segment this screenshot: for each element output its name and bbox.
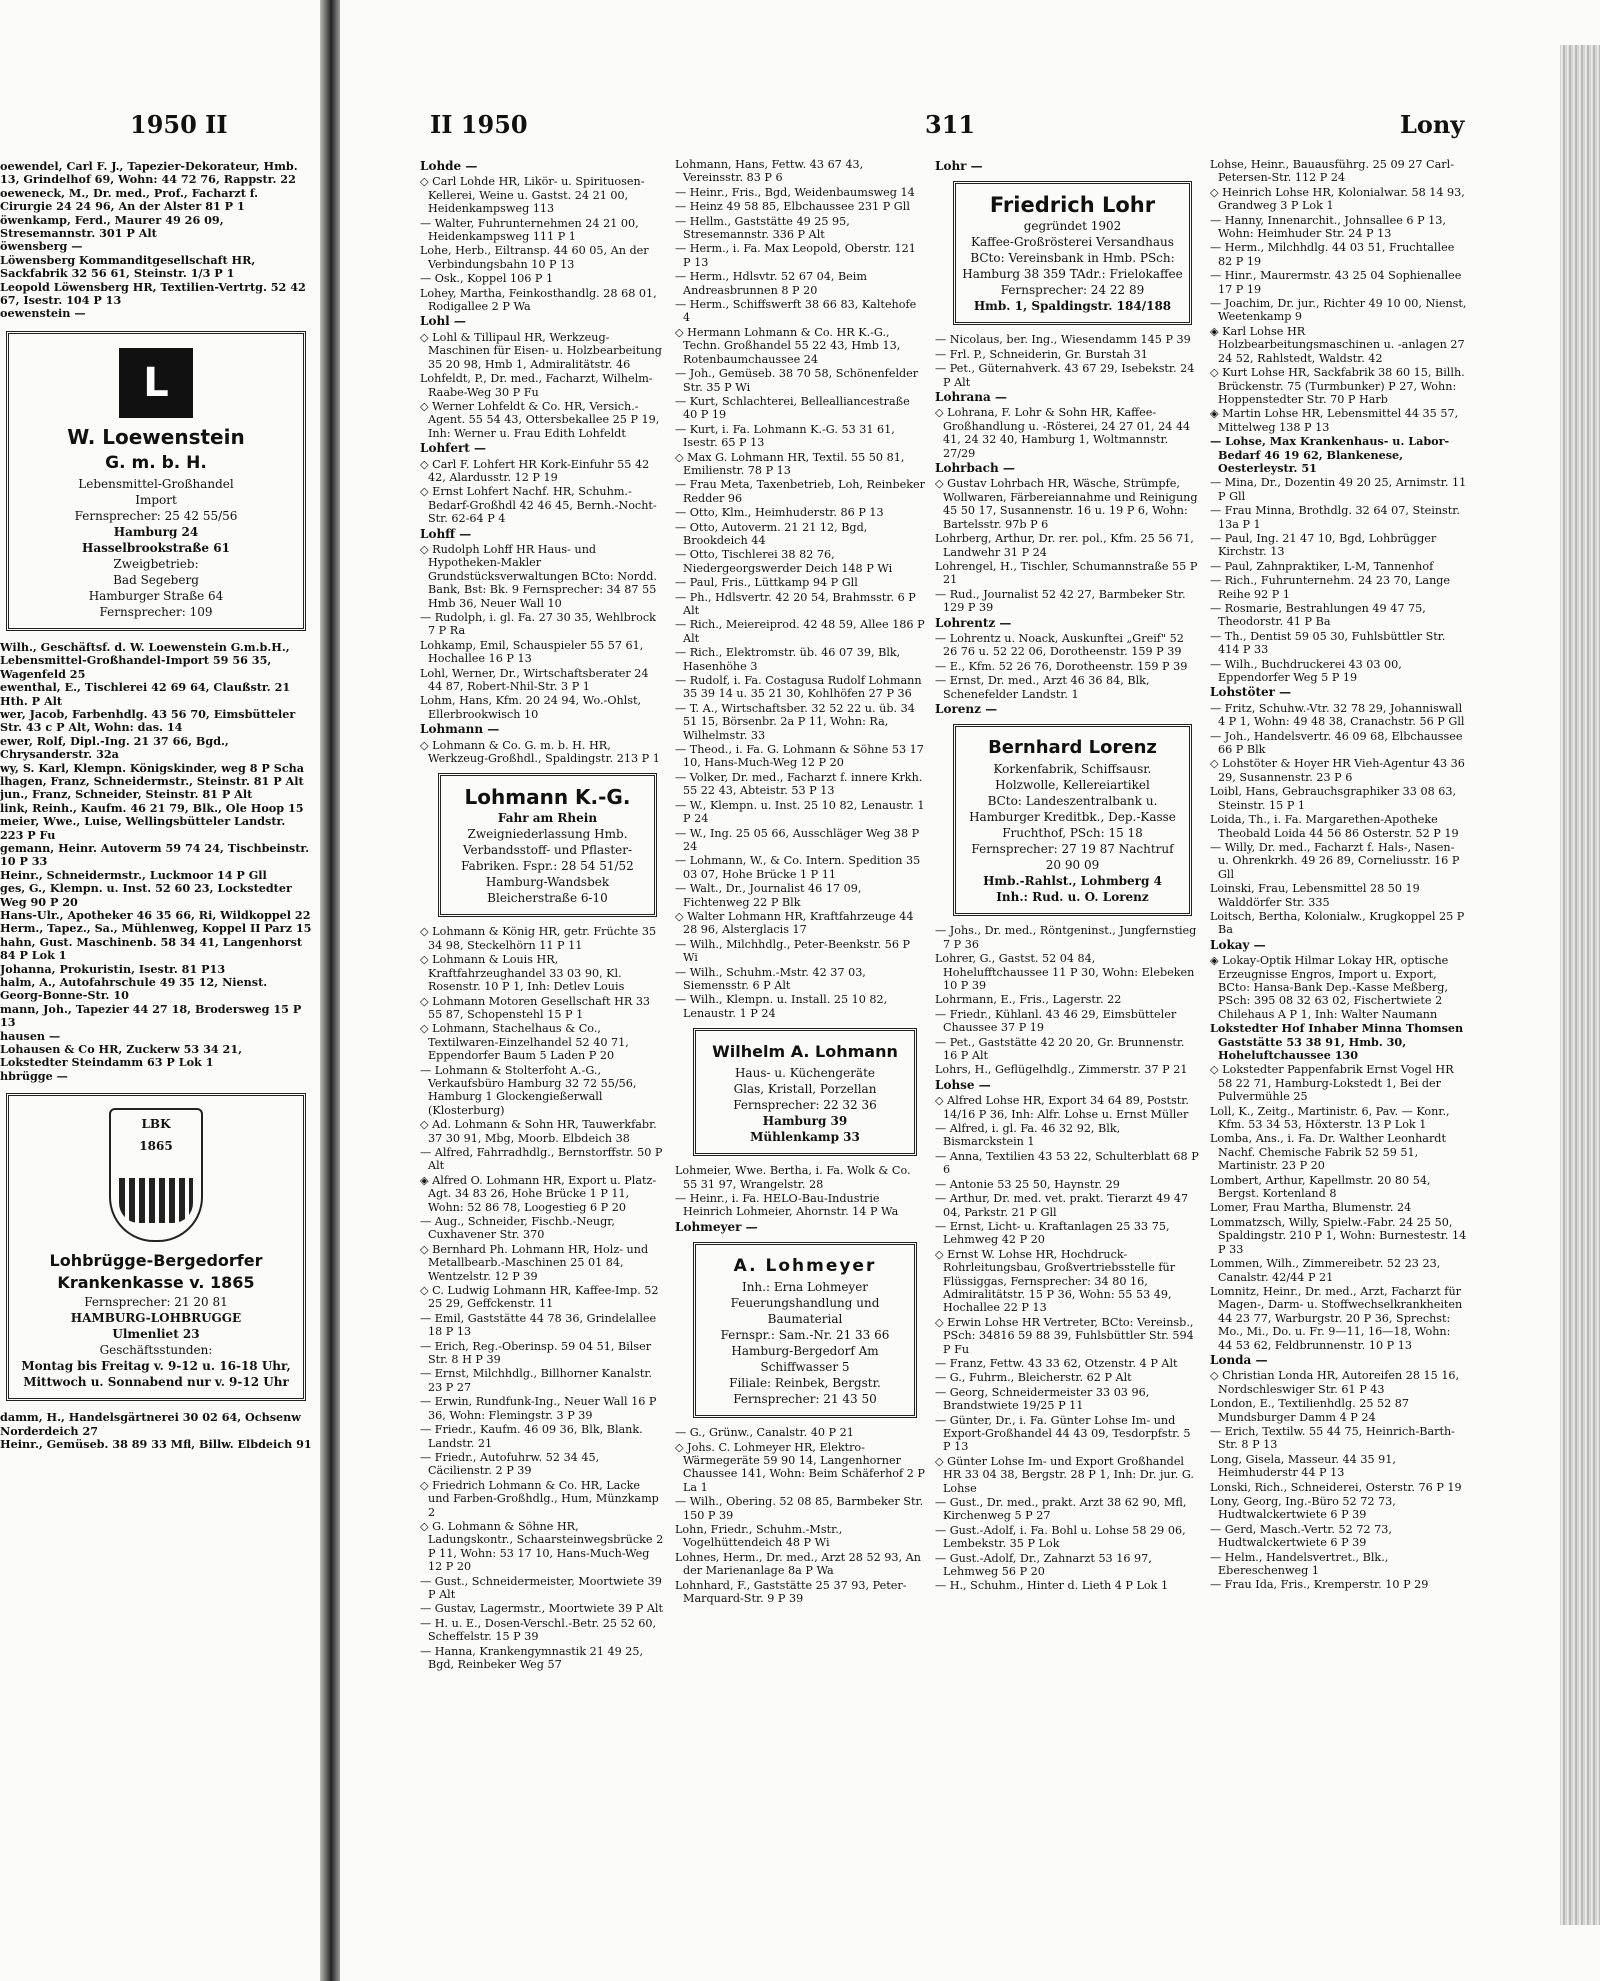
right-page-header-left: II 1950 xyxy=(430,110,528,139)
directory-entry: Lohrberg, Arthur, Dr. rer. pol., Kfm. 25 56 71, Landwehr 31 P 24 xyxy=(935,532,1194,559)
directory-entry: ◇ Lohmann & Co. G. m. b. H. HR, Werkzeug-Großhdl., Spaldingstr. 213 P 1 xyxy=(420,738,660,766)
directory-entry: — Gust.-Adolf, Dr., Zahnarzt 53 16 97, Lehmweg 56 P 20 xyxy=(935,1551,1152,1579)
directory-entry: — Gust., Schneidermeister, Moortwiete 39 P Alt xyxy=(420,1574,662,1601)
directory-entry: — Franz, Fettw. 43 33 62, Otzenstr. 4 P Alt xyxy=(935,1356,1178,1370)
directory-entry: — Willy, Dr. med., Facharzt f. Hals-, Nasen- u. Ohrenkrkh. 49 26 89, Corneliusstr. 16 P Gll xyxy=(1210,840,1460,881)
section-heading: Lohse — xyxy=(935,1077,991,1092)
ad-line: Fernsprecher: 24 22 89 xyxy=(1000,283,1145,298)
ad-branch-street: Hamburger Straße 64 xyxy=(88,588,224,603)
directory-entry: öwenkamp, Ferd., Maurer 49 26 09, Stresemannstr. 301 P Alt xyxy=(0,212,224,241)
directory-entry: Lohn, Friedr., Schuhm.-Mstr., Vogelhüttendeich 48 P Wi xyxy=(675,1523,843,1550)
directory-entry: — Frau Meta, Taxenbetrieb, Loh, Reinbeker Redder 96 xyxy=(675,478,925,505)
directory-entry: — Heinr., i. Fa. HELO-Bau-Industrie Heinrich Lohmeier, Ahornstr. 14 P Wa xyxy=(675,1192,899,1219)
directory-entry: London, E., Textilienhdlg. 25 52 87 Mundsburger Damm 4 P 24 xyxy=(1210,1397,1410,1424)
directory-entry: wer, Jacob, Farbenhdlg. 43 56 70, Eimsbütteler Str. 43 c P Alt, Wohn: das. 14 xyxy=(0,706,296,735)
directory-entry: hausen — xyxy=(0,1028,61,1043)
directory-entry: — Heinz 49 58 85, Elbchaussee 231 P Gll xyxy=(675,200,910,214)
directory-entry: — Friedr., Kaufm. 46 09 36, Blk, Blank. Landstr. 21 xyxy=(420,1423,643,1450)
directory-entry: — Ernst, Dr. med., Arzt 46 36 84, Blk, Schenefelder Landstr. 1 xyxy=(935,674,1150,701)
lohmeyer-ad xyxy=(693,1242,917,1418)
directory-entry: Leopold Löwensberg HR, Textilien-Vertrtg. 52 42 67, Isestr. 104 P 13 xyxy=(0,279,306,308)
ad-street: Hasselbrookstraße 61 xyxy=(82,540,230,555)
directory-entry: Lohl, Werner, Dr., Wirtschaftsberater 24 44 87, Robert-Nhil-Str. 3 P 1 xyxy=(420,666,649,694)
directory-entry: link, Reinh., Kaufm. 46 21 79, Blk., Ole Hoop 15 xyxy=(0,800,304,815)
section-heading: Lohmeyer — xyxy=(675,1219,758,1234)
directory-entry: — Pet., Gaststätte 42 20 20, Gr. Brunnenstr. 16 P Alt xyxy=(935,1035,1185,1063)
ad-line: Mühlenkamp 33 xyxy=(750,1130,860,1145)
ad-company-name: Lohmann K.-G. xyxy=(464,785,631,810)
directory-entry: — Volker, Dr. med., Facharzt f. innere Krkh. 55 22 43, Abteistr. 53 P 13 xyxy=(675,770,923,798)
directory-entry: — Helm., Handelsvertret., Blk., Ebereschenweg 1 xyxy=(1210,1550,1389,1578)
directory-entry: — Herm., Milchhdlg. 44 03 51, Fruchtallee 82 P 19 xyxy=(1210,241,1455,268)
section-heading: Lohstöter — xyxy=(1210,685,1292,700)
ad-line: Korkenfabrik, Schiffsausr. Holzwolle, Kellereiartikel xyxy=(993,762,1152,793)
ad-line: Fahr am Rhein xyxy=(497,811,598,826)
directory-entry: — Lohse, Max Krankenhaus- u. Labor-Bedarf 46 19 62, Blankenese, Oesterleystr. 51 xyxy=(1210,434,1450,475)
directory-entry: ◇ Lohrana, F. Lohr & Sohn HR, Kaffee-Großhandlung u. -Rösterei, 24 27 01, 24 44 41, 24 32 40, Hamburg 1, Woltmannstr. 27/29 xyxy=(935,406,1191,460)
directory-entry: — Frl. P., Schneiderin, Gr. Burstah 31 xyxy=(935,347,1148,361)
directory-entry: — Gust.-Adolf, i. Fa. Bohl u. Lohse 58 29 06, Lembekstr. 35 P Lok xyxy=(935,1523,1186,1551)
krankenkasse-seal xyxy=(109,1108,203,1242)
section-heading: Lorenz — xyxy=(935,701,998,716)
directory-entry: Lomba, Ans., i. Fa. Dr. Walther Leonhardt Nachf. Chemische Fabrik 52 59 51, Martinistr. 23 P 20 xyxy=(1210,1132,1446,1173)
ad-line: gegründet 1902 xyxy=(1023,219,1122,234)
directory-entry: — Herm., i. Fa. Max Leopold, Oberstr. 121 P 13 xyxy=(675,242,916,269)
directory-entry: Johanna, Prokuristin, Isestr. 81 P13 xyxy=(0,961,226,976)
directory-entry: Loinski, Frau, Lebensmittel 28 50 19 Walddörfer Str. 335 xyxy=(1210,882,1420,909)
ad-branch: Zweigbetrieb: xyxy=(113,556,199,571)
directory-entry: — Alfred, i. gl. Fa. 46 32 92, Blk, Bismarckstein 1 xyxy=(935,1122,1121,1149)
directory-entry: wy, S. Karl, Klempn. Königskinder, weg 8 P Scha xyxy=(0,760,305,775)
directory-entry: Herm., Tapez., Sa., Mühlenweg, Koppel II Parz 15 xyxy=(0,921,312,936)
ad-company-name: Friedrich Lohr xyxy=(989,193,1156,218)
directory-entry: — Emil, Gaststätte 44 78 36, Grindelallee 18 P 13 xyxy=(420,1311,657,1339)
directory-entry: Heinr., Gemüseb. 38 89 33 Mfl, Billw. Elbdeich 91 xyxy=(0,1437,312,1452)
column-3 xyxy=(935,158,1200,1848)
ad-line: Hmb. 1, Spaldingstr. 184/188 xyxy=(973,299,1172,314)
directory-entry: — Otto, Autoverm. 21 21 12, Bgd, Brookdeich 44 xyxy=(675,520,868,547)
directory-entry: Lohse, Heinr., Bauausführg. 25 09 27 Carl-Petersen-Str. 112 P 24 xyxy=(1210,158,1454,185)
directory-entry: — Walt., Dr., Journalist 46 17 09, Fichtenweg 22 P Blk xyxy=(675,882,862,909)
directory-entry: Wilh., Geschäftsf. d. W. Loewenstein G.m.b.H., Lebensmittel-Großhandel-Import 59 56 35, Wagenfeld 25 xyxy=(0,639,290,681)
directory-entry: ◇ Gustav Lohrbach HR, Wäsche, Strümpfe, Wollwaren, Färbereiannahme und Reinigung 45 50 17, Susannenstr. 16 u. 19 P 6, Wohn: Bartelsstr. 97b P 6 xyxy=(935,477,1198,531)
seal-top-text: LBK xyxy=(141,1117,171,1132)
directory-entry: Lonski, Rich., Schneiderei, Osterstr. 76 P 19 xyxy=(1210,1480,1462,1494)
directory-entry: — Rich., Meiereiprod. 42 48 59, Allee 186 P Alt xyxy=(675,618,925,645)
ad-line: Filiale: Reinbek, Bergstr. Fernsprecher: 21 43 50 xyxy=(729,1376,881,1407)
directory-entry: hahn, Gust. Maschinenb. 58 34 41, Langenhorst 84 P Lok 1 xyxy=(0,934,303,963)
directory-entry: — Joh., Handelsvertr. 46 09 68, Elbchaussee 66 P Blk xyxy=(1210,729,1463,757)
directory-entry: lhagen, Franz, Schneidermstr., Steinstr. 81 P Alt xyxy=(0,773,304,788)
ad-company-name-2: Krankenkasse v. 1865 xyxy=(57,1273,255,1293)
section-heading: Londa — xyxy=(1210,1352,1268,1367)
ad-line: Zweigniederlassung Hmb. xyxy=(467,827,628,842)
directory-entry: ◈ Lokay-Optik Hilmar Lokay HR, optische Erzeugnisse Engros, Import u. Export, BCto: Hansa-Bank Dep.-Kasse Meßberg, PSch: 395 08 32 63 02, Fischertwiete 2 Chilehaus A P 1, Inh: Walter Naumann xyxy=(1210,954,1449,1021)
ad-street: Ulmenliet 23 xyxy=(112,1327,200,1342)
directory-entry: ◇ Lohmann, Stachelhaus & Co., Textilwaren-Einzelhandel 52 40 71, Eppendorfer Baum 5 Laden P 20 xyxy=(420,1022,629,1063)
directory-entry: ◇ C. Ludwig Lohmann HR, Kaffee-Imp. 52 25 29, Geffckenstr. 11 xyxy=(420,1284,659,1311)
directory-entry: ◇ Lohmann & König HR, getr. Früchte 35 34 98, Steckelhörn 11 P 11 xyxy=(420,925,657,952)
ad-line: Feuerungshandlung und Baumaterial xyxy=(730,1296,880,1327)
directory-entry: — Fritz, Schuhw.-Vtr. 32 78 29, Johanniswall 4 P 1, Wohn: 49 48 38, Cranachstr. 56 P Gll xyxy=(1210,701,1465,729)
directory-entry: ◇ Ernst W. Lohse HR, Hochdruck-Rohrleitungsbau, Großvertriebsstelle für Flüssiggas, Fernsprecher: 34 80 16, Admiralitätstr. 15 P 36, Wohn: 55 53 49, Hochallee 22 P 13 xyxy=(935,1247,1176,1315)
directory-entry: — Rich., Elektromstr. üb. 46 07 39, Blk, Hasenhöhe 3 xyxy=(675,646,901,673)
wilhelm-lohmann-ad xyxy=(693,1028,917,1156)
ad-branch-city: Bad Segeberg xyxy=(113,572,199,587)
directory-entry: — Kurt, Schlachterei, Bellealliancestraße 40 P 19 xyxy=(675,394,910,422)
directory-entry: — Otto, Tischlerei 38 82 76, Niedergeorgswerder Deich 148 P Wi xyxy=(675,548,893,575)
directory-entry: ges, G., Klempn. u. Inst. 52 60 23, Lockstedter Weg 90 P 20 xyxy=(0,881,292,909)
ad-line: Fernsprecher: 22 32 36 xyxy=(733,1098,877,1113)
directory-entry: ◇ Friedrich Lohmann & Co. HR, Lacke und Farben-Großhdlg., Hum, Münzkamp 2 xyxy=(420,1478,659,1519)
ad-company-name: Lohbrügge-Bergedorfer xyxy=(49,1251,263,1271)
ad-line: Hmb.-Rahlst., Lohmberg 4 xyxy=(983,874,1162,889)
directory-entry: — T. A., Wirtschaftsber. 32 52 22 u. üb. 34 51 15, Börsenbr. 2a P 11, Wohn: Ra, Wilhelmstr. 33 xyxy=(675,701,915,742)
directory-entry: Lokstedter Hof Inhaber Minna Thomsen Gaststätte 53 38 91, Hmb. 30, Hoheluftchaussee 130 xyxy=(1210,1021,1464,1062)
loewenstein-logo: L xyxy=(119,348,193,418)
book-gutter xyxy=(320,0,340,1981)
right-page-number: 311 xyxy=(925,110,976,139)
section-heading: Lohrentz — xyxy=(935,615,1012,630)
directory-entry: — Theod., i. Fa. G. Lohmann & Söhne 53 17 10, Hans-Much-Weg 12 P 20 xyxy=(675,743,924,770)
directory-entry: Lohey, Martha, Feinkosthandlg. 28 68 01, Rodigallee 2 P Wa xyxy=(420,286,657,314)
directory-entry: — Wilh., Klempn. u. Install. 25 10 82, Lenaustr. 1 P 24 xyxy=(675,993,888,1020)
directory-entry: Lohnhard, F., Gaststätte 25 37 93, Peter-Marquard-Str. 9 P 39 xyxy=(675,1578,907,1606)
page-edges xyxy=(1560,45,1600,1925)
ad-line: BCto: Landeszentralbank u. Hamburger Kreditbk., Dep.-Kasse Fruchthof, PSch: 15 18 xyxy=(969,794,1176,841)
directory-entry: — H. u. E., Dosen-Verschl.-Betr. 25 52 60, Scheffelstr. 15 P 39 xyxy=(420,1616,657,1644)
directory-entry: — Erwin, Rundfunk-Ing., Neuer Wall 16 P 36, Wohn: Flemingstr. 3 P 39 xyxy=(420,1395,657,1422)
directory-entry: Lohe, Herb., Eiltransp. 44 60 05, An der Verbindungsbahn 10 P 13 xyxy=(420,244,649,271)
directory-entry: oeweneck, M., Dr. med., Prof., Facharzt f. Cirurgie 24 24 96, An der Alster 81 P 1 xyxy=(0,185,259,214)
directory-entry: ◇ Kurt Lohse HR, Sackfabrik 38 60 15, Billh. Brückenstr. 75 (Turmbunker) P 27, Wohn: Hoppenstedter Str. 70 P Harb xyxy=(1210,366,1465,406)
directory-entry: Lomnitz, Heinr., Dr. med., Arzt, Facharzt für Magen-, Darm- u. Stoffwechselkrankheiten 44 23 77, Warburgstr. 20 P 36, Sprechst: Mo., Mi., Do. u. Fr. 9—11, 16—18, Wohn: 44 53 62, Feldbrunnenstr. 10 P 13 xyxy=(1210,1284,1463,1352)
ad-line: Hamburg 39 xyxy=(762,1114,848,1129)
left-column xyxy=(0,160,312,1452)
directory-entry: — Ernst, Licht- u. Kraftanlagen 25 33 75, Lehmweg 42 P 20 xyxy=(935,1219,1170,1247)
lohmann-kg-ad xyxy=(438,773,657,917)
ad-company-name: W. Loewenstein xyxy=(67,424,245,449)
loewenstein-ad xyxy=(6,331,306,631)
directory-entry: — Aug., Schneider, Fischb.-Neugr, Cuxhavener Str. 370 xyxy=(420,1215,615,1242)
directory-entry: — Kurt, i. Fa. Lohmann K.-G. 53 31 61, Isestr. 65 P 13 xyxy=(675,422,895,450)
directory-entry: damm, H., Handelsgärtnerei 30 02 64, Ochsenw Norderdeich 27 xyxy=(0,1410,301,1438)
ad-company-name: Bernhard Lorenz xyxy=(988,737,1157,759)
directory-entry: ◇ Lohstöter & Hoyer HR Vieh-Agentur 43 36 29, Susannenstr. 23 P 6 xyxy=(1210,757,1465,784)
ad-city: Hamburg 24 xyxy=(113,524,199,539)
ad-company-sub: G. m. b. H. xyxy=(105,452,207,473)
directory-entry: ◇ Walter Lohmann HR, Kraftfahrzeuge 44 28 96, Alsterglacis 17 xyxy=(675,909,914,937)
ad-line: Verbandsstoff- und Pflaster-Fabriken. Fspr.: 28 54 51/52 xyxy=(461,843,634,874)
section-heading: Lohfert — xyxy=(420,441,487,456)
bernhard-lorenz-ad xyxy=(953,724,1192,916)
directory-entry: ◇ Lohl & Tillipaul HR, Werkzeug-Maschinen für Eisen- u. Holzbearbeitung 35 20 98, Hmb 1, Admiralitätstr. 46 xyxy=(420,330,662,371)
directory-entry: — Wilh., Milchhdlg., Peter-Beenkstr. 56 P Wi xyxy=(675,937,911,965)
directory-entry: — Joachim, Dr. jur., Richter 49 10 00, Nienst, Weetenkamp 9 xyxy=(1210,297,1467,324)
directory-entry: Lohfeldt, P., Dr. med., Facharzt, Wilhelm-Raabe-Weg 30 P Fu xyxy=(420,372,653,399)
directory-entry: Lommatzsch, Willy, Spielw.-Fabr. 24 25 50, Spaldingstr. 210 P 1, Wohn: Burnestestr. 14 P 33 xyxy=(1210,1215,1467,1256)
friedrich-lohr-ad xyxy=(953,181,1192,325)
directory-entry: ◇ Erwin Lohse HR Vertreter, BCto: Vereinsb., PSch: 34816 59 88 39, Fuhlsbüttler Str. 594 P Fu xyxy=(935,1315,1194,1356)
column-2 xyxy=(675,158,925,1848)
directory-entry: ◇ Johs. C. Lohmeyer HR, Elektro-Wärmegeräte 59 90 14, Langenhorner Chaussee 141, Wohn: Beim Schäferhof 2 P La 1 xyxy=(675,1440,925,1494)
directory-entry: Loll, K., Zeitg., Martinistr. 6, Pav. — Konr., Kfm. 53 34 53, Höxterstr. 13 P Lok 1 xyxy=(1210,1104,1450,1132)
directory-entry: ◇ G. Lohmann & Söhne HR, Ladungskontr., Schaarsteinwegsbrücke 2 P 11, Wohn: 53 17 10, Hans-Much-Weg 12 P 20 xyxy=(420,1519,664,1574)
directory-entry: ◇ Ad. Lohmann & Sohn HR, Tauwerkfabr. 37 30 91, Mbg, Moorb. Elbdeich 38 xyxy=(420,1118,657,1145)
ad-line: BCto: Vereinsbank in Hmb. PSch: Hamburg 38 359 TAdr.: Frielokaffee xyxy=(962,251,1183,282)
directory-entry: Lombert, Arthur, Kapellmstr. 20 80 54, Bergst. Kortenland 8 xyxy=(1210,1173,1431,1201)
directory-entry: — Th., Dentist 59 05 30, Fuhlsbüttler Str. 414 P 33 xyxy=(1210,629,1446,657)
directory-entry: Lohrengel, H., Tischler, Schumannstraße 55 P 21 xyxy=(935,559,1198,587)
ad-line: Glas, Kristall, Porzellan xyxy=(733,1082,877,1097)
section-heading: Lohmann — xyxy=(420,722,500,737)
krankenkasse-ad xyxy=(6,1093,306,1401)
directory-entry: ◇ Christian Londa HR, Autoreifen 28 15 16, Nordschleswiger Str. 61 P 43 xyxy=(1210,1369,1460,1396)
directory-entry: — Pet., Güternahverk. 43 67 29, Isebekstr. 24 P Alt xyxy=(935,362,1195,389)
directory-entry: — Nicolaus, ber. Ing., Wiesendamm 145 P 39 xyxy=(935,333,1191,347)
directory-entry: Loitsch, Bertha, Kolonialw., Krugkoppel 25 P Ba xyxy=(1210,909,1465,937)
directory-entry: — Hellm., Gaststätte 49 25 95, Stresemannstr. 336 P Alt xyxy=(675,214,850,242)
directory-entry: ◇ Werner Lohfeldt & Co. HR, Versich.-Agent. 55 54 43, Ottersbekallee 25 P 19, Inh: Werner u. Frau Edith Lohfeldt xyxy=(420,399,660,440)
directory-entry: Lohm, Hans, Kfm. 20 24 94, Wo.-Ohlst, Ellerbrookwisch 10 xyxy=(420,694,642,721)
directory-entry: Loida, Th., i. Fa. Margarethen-Apotheke Theobald Loida 44 56 86 Osterstr. 52 P 19 xyxy=(1210,813,1459,840)
directory-entry: — Joh., Gemüseb. 38 70 58, Schönenfelder Str. 35 P Wi xyxy=(675,367,919,394)
directory-entry: ◇ Carl F. Lohfert HR Kork-Einfuhr 55 42 42, Alardusstr. 12 P 19 xyxy=(420,457,650,484)
directory-entry: — Johs., Dr. med., Röntgeninst., Jungfernstieg 7 P 36 xyxy=(935,924,1197,951)
directory-entry: Lony, Georg, Ing.-Büro 52 72 73, Hudtwalckertwiete 6 P 39 xyxy=(1210,1495,1396,1522)
directory-entry: — Alfred, Fahrradhdlg., Bernstorffstr. 50 P Alt xyxy=(420,1145,663,1173)
directory-entry: oewenstein — xyxy=(0,306,86,321)
directory-entry: Lohrmann, E., Fris., Lagerstr. 22 xyxy=(935,993,1122,1007)
directory-entry: Lohrs, H., Geflügelhdlg., Zimmerstr. 37 P 21 xyxy=(935,1063,1188,1077)
left-page-header: 1950 II xyxy=(130,110,228,139)
directory-entry: Lohmann, Hans, Fettw. 43 67 43, Vereinsstr. 83 P 6 xyxy=(675,158,864,185)
section-heading: Lohde — xyxy=(420,159,478,173)
directory-entry: Lommen, Wilh., Zimmereibetr. 52 23 23, Canalstr. 42/44 P 21 xyxy=(1210,1257,1441,1284)
directory-entry: ◇ Alfred Lohse HR, Export 34 64 89, Poststr. 14/16 P 36, Inh: Alfr. Lohse u. Ernst Müller xyxy=(935,1094,1189,1121)
directory-entry: — Arthur, Dr. med. vet. prakt. Tierarzt 49 47 04, Parkstr. 21 P Gll xyxy=(935,1192,1189,1219)
directory-entry: — Erich, Textilw. 55 44 75, Heinrich-Barth-Str. 8 P 13 xyxy=(1210,1424,1455,1452)
section-heading: Lohr — xyxy=(935,159,983,173)
directory-entry: — Wilh., Schuhm.-Mstr. 42 37 03, Siemensstr. 6 P Alt xyxy=(675,965,866,992)
directory-entry: hbrügge — xyxy=(0,1068,68,1083)
right-page-header-right: Lony xyxy=(1400,110,1465,139)
directory-entry: — G., Grünw., Canalstr. 40 P 21 xyxy=(675,1426,854,1440)
directory-entry: — Friedr., Autofuhrw. 52 34 45, Cäcilienstr. 2 P 39 xyxy=(420,1450,600,1478)
directory-entry: ◇ Lohmann & Louis HR, Kraftfahrzeughandel 33 03 90, Kl. Rosenstr. 10 P 1, Inh: Detlev Louis xyxy=(420,953,625,994)
directory-entry: halm, A., Autofahrschule 49 35 12, Nienst. Georg-Bonne-Str. 10 xyxy=(0,975,268,1003)
directory-entry: — Günter, Dr., i. Fa. Günter Lohse Im- und Export-Großhandel 44 43 09, Tesdorpfstr. 5 P 13 xyxy=(935,1413,1191,1454)
directory-entry: Lohkamp, Emil, Schauspieler 55 57 61, Hochallee 16 P 13 xyxy=(420,638,644,666)
directory-entry: Heinr., Schneidermstr., Luckmoor 14 P Gll xyxy=(0,867,267,882)
directory-entry: — Hanna, Krankengymnastik 21 49 25, Bgd, Reinbeker Weg 57 xyxy=(420,1644,644,1671)
directory-entry: — Antonie 53 25 50, Haynstr. 29 xyxy=(935,1177,1120,1191)
directory-entry: Lomer, Frau Martha, Blumenstr. 24 xyxy=(1210,1201,1412,1215)
directory-entry: — W., Klempn. u. Inst. 25 10 82, Lenaustr. 1 P 24 xyxy=(675,798,925,826)
directory-entry: — Rich., Fuhrunternehm. 24 23 70, Lange Reihe 92 P 1 xyxy=(1210,574,1451,601)
ad-line: Lebensmittel-Großhandel xyxy=(78,476,234,491)
directory-entry: Lohrer, G., Gastst. 52 04 84, Hohelufftchaussee 11 P 30, Wohn: Elebeken 10 P 39 xyxy=(935,952,1195,992)
directory-entry: ◇ Lokstedter Pappenfabrik Ernst Vogel HR 58 22 71, Hamburg-Lokstedt 1, Bei der Pulvermühle 25 xyxy=(1210,1063,1454,1104)
directory-entry: — H., Schuhm., Hinter d. Lieth 4 P Lok 1 xyxy=(935,1579,1169,1593)
directory-entry: jun., Franz, Schneider, Steinstr. 81 P Alt xyxy=(0,787,253,802)
directory-entry: — Lohmann, W., & Co. Intern. Spedition 35 03 07, Hohe Brücke 1 P 11 xyxy=(675,854,921,881)
directory-entry: ◇ Rudolph Lohff HR Haus- und Hypotheken-Makler Grundstücksverwaltungen BCto: Nordd. Bank, Bst: Bk. 9 Fernsprecher: 34 87 55 Hmb 36, Neuer Wall 10 xyxy=(420,542,657,610)
ad-line: Kaffee-Großrösterei Versandhaus xyxy=(971,235,1174,250)
directory-entry: — Heinr., Fris., Bgd, Weidenbaumsweg 14 xyxy=(675,185,915,199)
directory-entry: — Rosmarie, Bestrahlungen 49 47 75, Theodorstr. 41 P Ba xyxy=(1210,602,1426,629)
directory-entry: — Hanny, Innenarchit., Johnsallee 6 P 13, Wohn: Heimhuder Str. 24 P 13 xyxy=(1210,213,1446,241)
directory-entry: — Anna, Textilien 43 53 22, Schulterblatt 68 P 6 xyxy=(935,1149,1199,1177)
ad-hours: Montag bis Freitag v. 9-12 u. 16-18 Uhr, Mittwoch u. Sonnabend nur v. 9-12 Uhr xyxy=(21,1359,291,1390)
directory-entry: oewendel, Carl F. J., Tapezier-Dekorateur, Hmb. 13, Grindelhof 69, Wohn: 44 72 76, Rappstr. 22 xyxy=(0,160,298,187)
ad-line: Fernspr.: Sam.-Nr. 21 33 66 xyxy=(720,1328,890,1343)
directory-entry: — Frau Minna, Brothdlg. 32 64 07, Steinstr. 13a P 1 xyxy=(1210,504,1460,531)
directory-entry: meier, Wwe., Luise, Wellingsbütteler Landstr. 223 P Fu xyxy=(0,814,286,842)
directory-entry: — Gust., Dr. med., prakt. Arzt 38 62 90, Mfl, Kirchenweg 5 P 27 xyxy=(935,1496,1187,1523)
left-page xyxy=(0,160,318,1960)
directory-entry: — Ph., Hdlsvertr. 42 20 54, Brahmsstr. 6 P Alt xyxy=(675,590,916,617)
ad-line: Fernsprecher: 27 19 87 Nachtruf 20 90 09 xyxy=(971,842,1174,873)
ad-phone: Fernsprecher: 21 20 81 xyxy=(84,1295,228,1310)
directory-entry: ewer, Rolf, Dipl.-Ing. 21 37 66, Bgd., Chrysanderstr. 32a xyxy=(0,733,229,762)
directory-entry: — Paul, Zahnpraktiker, L-M, Tannenhof xyxy=(1210,559,1434,573)
directory-entry: Löwensberg Kommanditgesellschaft HR, Sackfabrik 32 56 61, Steinstr. 1/3 P 1 xyxy=(0,252,256,281)
directory-entry: Hans-Ulr., Apotheker 46 35 66, Ri, Wildkoppel 22 xyxy=(0,908,311,922)
directory-entry: — Wilh., Obering. 52 08 85, Barmbeker Str. 150 P 39 xyxy=(675,1495,924,1522)
directory-entry: — Lohrentz u. Noack, Auskunftei „Greif" 52 26 76 u. 52 22 06, Dorotheenstr. 159 P 39 xyxy=(935,631,1184,659)
directory-entry: — Lohmann & Stolterfoht A.-G., Verkaufsbüro Hamburg 32 72 55/56, Hamburg 1 Glockengießerwall (Klosterburg) xyxy=(420,1063,637,1117)
ad-company-name: Wilhelm A. Lohmann xyxy=(712,1042,898,1062)
directory-entry: — G., Fuhrm., Bleicherstr. 62 P Alt xyxy=(935,1371,1132,1385)
directory-entry: ewenthal, E., Tischlerei 42 69 64, Claußstr. 21 Hth. P Alt xyxy=(0,680,291,708)
directory-entry: — Gerd, Masch.-Vertr. 52 72 73, Hudtwalckertwiete 6 P 39 xyxy=(1210,1522,1392,1550)
directory-entry: ◇ Heinrich Lohse HR, Kolonialwar. 58 14 93, Grandweg 3 P Lok 1 xyxy=(1210,185,1465,213)
directory-entry: gemann, Heinr. Autoverm 59 74 24, Tischbeinstr. 10 P 33 xyxy=(0,840,310,869)
ad-hours-title: Geschäftsstunden: xyxy=(99,1343,213,1358)
directory-entry: mann, Joh., Tapezier 44 27 18, Brodersweg 15 P 13 xyxy=(0,1001,302,1030)
directory-entry: — E., Kfm. 52 26 76, Dorotheenstr. 159 P 39 xyxy=(935,659,1188,673)
ad-line: Inh.: Erna Lohmeyer xyxy=(741,1280,869,1295)
ad-branch-phone: Fernsprecher: 109 xyxy=(99,604,213,619)
seal-tower-graphic xyxy=(119,1178,193,1223)
section-heading: Lohrbach — xyxy=(935,461,1015,476)
directory-entry: — Otto, Klm., Heimhuderstr. 86 P 13 xyxy=(675,506,884,520)
directory-entry: — Gustav, Lagermstr., Moortwiete 39 P Alt xyxy=(420,1602,664,1616)
directory-entry: — Mina, Dr., Dozentin 49 20 25, Arnimstr. 11 P Gll xyxy=(1210,476,1467,503)
column-4 xyxy=(1210,158,1468,1848)
directory-entry: — Hinr., Maurermstr. 43 25 04 Sophienallee 17 P 19 xyxy=(1210,269,1462,296)
section-heading: Lohff — xyxy=(420,526,472,541)
directory-entry: ◇ Bernhard Ph. Lohmann HR, Holz- und Metallbearb.-Maschinen 25 01 84, Wentzelstr. 12 P 39 xyxy=(420,1242,649,1283)
directory-entry: — Erich, Reg.-Oberinsp. 59 04 51, Bilser Str. 8 H P 39 xyxy=(420,1339,652,1367)
directory-entry: — Paul, Fris., Lüttkamp 94 P Gll xyxy=(675,576,858,590)
directory-entry: — Rudolf, i. Fa. Costagusa Rudolf Lohmann 35 39 14 u. 35 21 30, Kohlhöfen 27 P 36 xyxy=(675,674,922,701)
ad-line: Inh.: Rud. u. O. Lorenz xyxy=(996,890,1149,905)
column-1 xyxy=(420,158,665,1848)
directory-entry: ◈ Karl Lohse HR Holzbearbeitungsmaschinen u. -anlagen 27 24 52, Rahlstedt, Waldstr. 42 xyxy=(1210,324,1465,365)
directory-entry: — Friedr., Kühlanl. 43 46 29, Eimsbütteler Chaussee 37 P 19 xyxy=(935,1007,1177,1035)
directory-entry: — Frau Ida, Fris., Kremperstr. 10 P 29 xyxy=(1210,1578,1429,1592)
section-heading: Lohl — xyxy=(420,314,466,329)
directory-entry: ◇ Günter Lohse Im- und Export Großhandel HR 33 04 38, Bergstr. 28 P 1, Inh: Dr. jur. G. Lohse xyxy=(935,1454,1194,1495)
ad-city: HAMBURG-LOHBRUGGE xyxy=(70,1311,242,1326)
section-heading: Lokay — xyxy=(1210,937,1266,952)
directory-entry: ◈ Martin Lohse HR, Lebensmittel 44 35 57, Mittelweg 138 P 13 xyxy=(1210,407,1459,434)
directory-entry: — Wilh., Buchdruckerei 43 03 00, Eppendorfer Weg 5 P 19 xyxy=(1210,657,1402,685)
directory-entry: ◇ Max G. Lohmann HR, Textil. 55 50 81, Emilienstr. 78 P 13 xyxy=(675,450,905,477)
directory-entry: Lohnes, Herm., Dr. med., Arzt 28 52 93, An der Marienanlage 8a P Wa xyxy=(675,1550,921,1578)
directory-entry: ◇ Lohmann Motoren Gesellschaft HR 33 55 87, Schopenstehl 15 P 1 xyxy=(420,994,651,1021)
directory-entry: Long, Gisela, Masseur. 44 35 91, Heimhuderstr 44 P 13 xyxy=(1210,1452,1396,1480)
directory-entry: — Herm., Schiffswerft 38 66 83, Kaltehofe 4 xyxy=(675,298,917,325)
directory-entry: — Ernst, Milchhdlg., Billhorner Kanalstr. 23 P 27 xyxy=(420,1367,653,1394)
seal-year: 1865 xyxy=(139,1139,173,1154)
directory-entry: Lohmeier, Wwe. Bertha, i. Fa. Wolk & Co. 55 31 97, Wrangelstr. 28 xyxy=(675,1164,911,1191)
ad-line: Hamburg-Bergedorf Am Schiffwasser 5 xyxy=(731,1344,879,1375)
directory-entry: ◇ Ernst Lohfert Nachf. HR, Schuhm.-Bedarf-Großhdl 42 46 45, Bernh.-Nocht-Str. 62-64 P 4 xyxy=(420,485,657,526)
ad-line: Hamburg-Wandsbek xyxy=(485,875,610,890)
section-heading: Lohrana — xyxy=(935,390,1007,405)
ad-line: Import xyxy=(135,492,177,507)
directory-entry: ◇ Hermann Lohmann & Co. HR K.-G., Techn. Großhandel 55 22 43, Hmb 13, Rotenbaumchaussee 24 xyxy=(675,325,901,366)
directory-entry: Lohausen & Co HR, Zuckerw 53 34 21, Lokstedter Steindamm 63 P Lok 1 xyxy=(0,1042,242,1070)
directory-entry: — Walter, Fuhrunternehmen 24 21 00, Heidenkampsweg 111 P 1 xyxy=(420,216,639,244)
directory-entry: — W., Ing. 25 05 66, Ausschläger Weg 38 P 24 xyxy=(675,826,920,853)
directory-entry: ◈ Alfred O. Lohmann HR, Export u. Platz-Agt. 34 83 26, Hohe Brücke 1 P 11, Wohn: 52 86 78, Loogestieg 6 P 20 xyxy=(420,1173,657,1214)
directory-entry: Loibl, Hans, Gebrauchsgraphiker 33 08 63, Steinstr. 15 P 1 xyxy=(1210,785,1457,812)
directory-entry: — Osk., Koppel 106 P 1 xyxy=(420,272,554,286)
directory-entry: — Paul, Ing. 21 47 10, Bgd, Lohbrügger Kirchstr. 13 xyxy=(1210,531,1437,559)
directory-entry: — Rudolph, i. gl. Fa. 27 30 35, Wehlbrock 7 P Ra xyxy=(420,611,656,638)
ad-phone: Fernsprecher: 25 42 55/56 xyxy=(74,508,238,523)
ad-line: Bleicherstraße 6-10 xyxy=(487,891,608,906)
directory-entry: ◇ Carl Lohde HR, Likör- u. Spirituosen-Kellerei, Weine u. Gastst. 24 21 00, Heidenkampsweg 113 xyxy=(420,175,645,216)
directory-entry: — Georg, Schneidermeister 33 03 96, Brandstwiete 19/25 P 11 xyxy=(935,1385,1150,1413)
ad-company-name: A. Lohmeyer xyxy=(733,1256,877,1277)
directory-entry: öwensberg — xyxy=(0,239,83,254)
ad-line: Haus- u. Küchengeräte xyxy=(734,1066,876,1081)
directory-entry: — Herm., Hdlsvtr. 52 67 04, Beim Andreasbrunnen 8 P 20 xyxy=(675,270,867,297)
directory-entry: — Rud., Journalist 52 42 27, Barmbeker Str. 129 P 39 xyxy=(935,587,1186,615)
